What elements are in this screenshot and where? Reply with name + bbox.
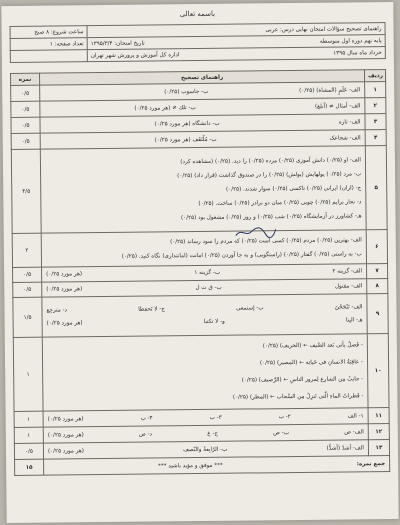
- table-row: ۱ ۱- الف ۲- ب ۳- ب ۴- ب (هر مورد ۰/۲۵) ۱۱: [14, 408, 389, 428]
- closing-wish: *** موفق و مؤید باشید ***: [158, 462, 223, 469]
- office: اداره کل آموزش و پرورش شهر تهران: [90, 51, 180, 59]
- col-index: ردیف: [364, 70, 385, 82]
- table-footer: [15, 456, 390, 476]
- signature-squiggle: [234, 225, 278, 239]
- col-guide: راهنمای تصحیح: [40, 70, 365, 85]
- exam-header: [10, 22, 386, 63]
- table-row: ۴/۵ الف- او (۰/۲۵) دانش آموزی (۰/۲۵) مرده (۰/۲۵) را دید. (۰/۲۵) (مشاهده کرد) ب- مرد (۰/۲۵) پولهایش (پولش) (۰/۲۵) را در صندوق گذاشت (قرار داد) (۰/۲۵) ج- (ازان) ایرانی (۰/۲۵) تاکسی (۰/۲۵) سوار شدند. (۰/۲۵) د- نجار برایم (۰/۲۵) چوبی (۰/۲۵) میان دو برادر (۰/۲۵) ساخت. (۰/۲۵) هـ- کشاورز در آزمایشگاه (۰/۲۵) شب (۰/۲۵) و روز (۰/۲۵) مشغول بود (۰/۲۵) ۵: [11, 146, 387, 234]
- col-score: نمره: [11, 73, 40, 85]
- table-row: ۰/۵ الف- أشدّ (أشدُّ) ب- الرّابِعةُ والنّصف (هر مورد ۰/۲۵) ۱۳: [14, 440, 389, 460]
- table-row: ۰/۵ الف- گزینه ۲ ب- گزینه ۱ (هر مورد ۰/۲۵) ۷: [13, 264, 388, 283]
- table-row: ۲ الف- بهترین (۰/۲۵) مردم (۰/۲۵) کسی است (۰/۲۵) که مردم را سود رساند (۰/۲۵) ب- به راستی (۰/۲۵) گفتار (۰/۲۵) (راستگویی) و به جا آوردن (۰/۲۵) امانت (امانتداری) نگاه کنید. (۰/۲۵) ۶: [12, 230, 387, 268]
- exam-title: راهنمای تصحیح سؤالات امتحان نهایی درس: عربی: [87, 23, 385, 38]
- page-count: تعداد صفحه: ۱: [10, 38, 87, 51]
- table-row: ۰/۵ الف- أمثال ≠ (أبلغ) ب- تلك ≠ (هر مورد ۰/۲۵) ۲: [11, 98, 386, 118]
- bismillah: باسمه تعالی: [179, 9, 216, 19]
- table-row: ۰/۵ الف- عَلَمٍ (المشاة) (۰/۲۵) ب- جاسوب (۰/۲۵) ۱: [11, 82, 386, 102]
- answer-table: [10, 69, 390, 476]
- session: خرداد ماه سال ۱۳۹۵: [333, 49, 382, 57]
- start-time: ساعت شروع: ۸ صبح: [10, 26, 87, 39]
- grade: پایه نهم دوره اول متوسطه: [319, 37, 382, 45]
- answer-key-sheet: [1, 2, 398, 523]
- table-row: ۰/۵ الف- تازه ب- دانشگاه (هر مورد ۰/۲۵) ۳: [11, 114, 386, 134]
- total-score: ۱۵: [15, 459, 44, 475]
- table-row: ۱ - فَصلٌ یأتی بَعد الصَّیف ← (الخریف) (۰/۲۵) - عاقِبَةُ الانسانِ فی حَیاتِه ← (المصیر) (۰/۲۵) - جانِبٌ مِن الشارع لِمرور الناسِ ← (الرَّصیف) (۰/۲۵) - قَطراتُ الماءِ الَّتی تَنزِلُ مِن السَّحاب ← (المطر) (۰/۲۵) ۱۰: [13, 334, 389, 412]
- table-row: ۱ الف- ص ب- ص ج- غ د- ص (هر مورد ۰/۲۵) ۱۲: [14, 424, 389, 444]
- table-row: ۱/۵ الف- تَنْجَحْنَ ب- إستمعی ج- لا تَحفظا د- مترجِع هـ- البِنا و- لا تکتبا (هر مورد ۰/۲۵) ۹: [13, 294, 388, 338]
- total-label: جمع نمره:: [356, 460, 386, 467]
- table-row: ۰/۵ الف- شجاعک ب- مُلْتَقَف (هر مورد ۰/۲۵) ۴: [11, 130, 386, 150]
- table-row: ۰/۵ الف- مقتول ب- ق ت ل (هر مورد ۰/۲۵) ۸: [13, 279, 388, 298]
- exam-date: تاریخ امتحان: ۱۳۹۵/۳/۴: [90, 40, 145, 47]
